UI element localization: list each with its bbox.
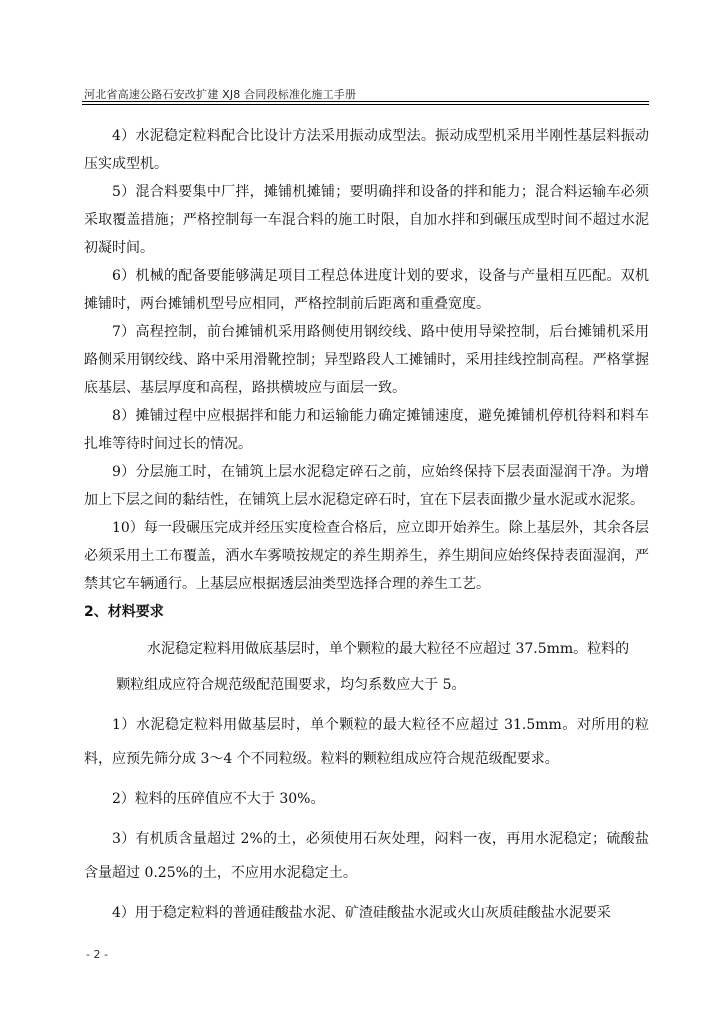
page-number: - 2 - bbox=[86, 948, 108, 961]
page-body bbox=[84, 122, 649, 930]
paragraph-item-9: 9）分层施工时，在铺筑上层水泥稳定碎石之前，应始终保持下层表面湿润干净。为增加上下层之间的黏结性，在铺筑上层水泥稳定碎石时，宜在下层表面撒少量水泥或水泥浆。 bbox=[84, 464, 649, 508]
material-item-3: 3）有机质含量超过 2%的土，必须使用石灰处理，闷料一夜，再用水泥稳定；硫酸盐含量超过 0.25%的土，不应用水泥稳定土。 bbox=[84, 831, 649, 881]
paragraph-item-10: 10）每一段碾压完成并经压实度检查合格后，应立即开始养生。除上基层外，其余各层必须采用土工布覆盖，洒水车雾喷按规定的养生期养生，养生期间应始终保持表面湿润，严禁其它车辆通行。上基层应根据透层油类型选择合理的养生工艺。 bbox=[84, 520, 649, 592]
paragraph-item-5: 5）混合料要集中厂拌，摊铺机摊铺；要明确拌和设备的拌和能力；混合料运输车必须采取覆盖措施；严格控制每一车混合料的施工时限，自加水拌和到碾压成型时间不超过水泥初凝时间。 bbox=[84, 184, 649, 256]
material-item-1: 1）水泥稳定粒料用做基层时，单个颗粒的最大粒径不应超过 31.5mm。对所用的粒料，应预先筛分成 3～4 个不同粒级。粒料的颗粒组成应符合规范级配要求。 bbox=[84, 717, 649, 767]
materials-intro-line-2: 颗粒组成应符合规范级配范围要求，均匀系数应大于 5。 bbox=[116, 677, 466, 693]
material-item-4: 4）用于稳定粒料的普通硅酸盐水泥、矿渣硅酸盐水泥或火山灰质硅酸盐水泥要采 bbox=[112, 905, 611, 921]
paragraph-item-6: 6）机械的配备要能够满足项目工程总体进度计划的要求，设备与产量相互匹配。双机摊铺时，两台摊铺机型号应相同，严格控制前后距离和重叠宽度。 bbox=[84, 268, 649, 312]
materials-intro-line-1: 水泥稳定粒料用做底基层时，单个颗粒的最大粒径不应超过 37.5mm。粒料的 bbox=[147, 641, 630, 657]
material-item-2: 2）粒料的压碎值应不大于 30%。 bbox=[112, 791, 325, 807]
paragraph-item-7: 7）高程控制，前台摊铺机采用路侧使用钢绞线、路中使用导梁控制，后台摊铺机采用路侧采用钢绞线、路中采用滑靴控制；异型路段人工摊铺时，采用挂线控制高程。严格掌握底基层、基层厚度和高程，路拱横坡应与面层一致。 bbox=[84, 324, 649, 396]
paragraph-item-8: 8）摊铺过程中应根据拌和能力和运输能力确定摊铺速度，避免摊铺机停机待料和料车扎堆等待时间过长的情况。 bbox=[84, 408, 649, 452]
header-rule-thick bbox=[82, 101, 649, 102]
paragraph-item-4: 4）水泥稳定粒料配合比设计方法采用振动成型法。振动成型机采用半刚性基层料振动压实成型机。 bbox=[84, 128, 649, 172]
header-rule-thin bbox=[82, 104, 649, 105]
running-header: 河北省高速公路石安改扩建 XJ8 合同段标准化施工手册 bbox=[84, 88, 357, 101]
section-heading-materials: 2、材料要求 bbox=[84, 604, 164, 620]
